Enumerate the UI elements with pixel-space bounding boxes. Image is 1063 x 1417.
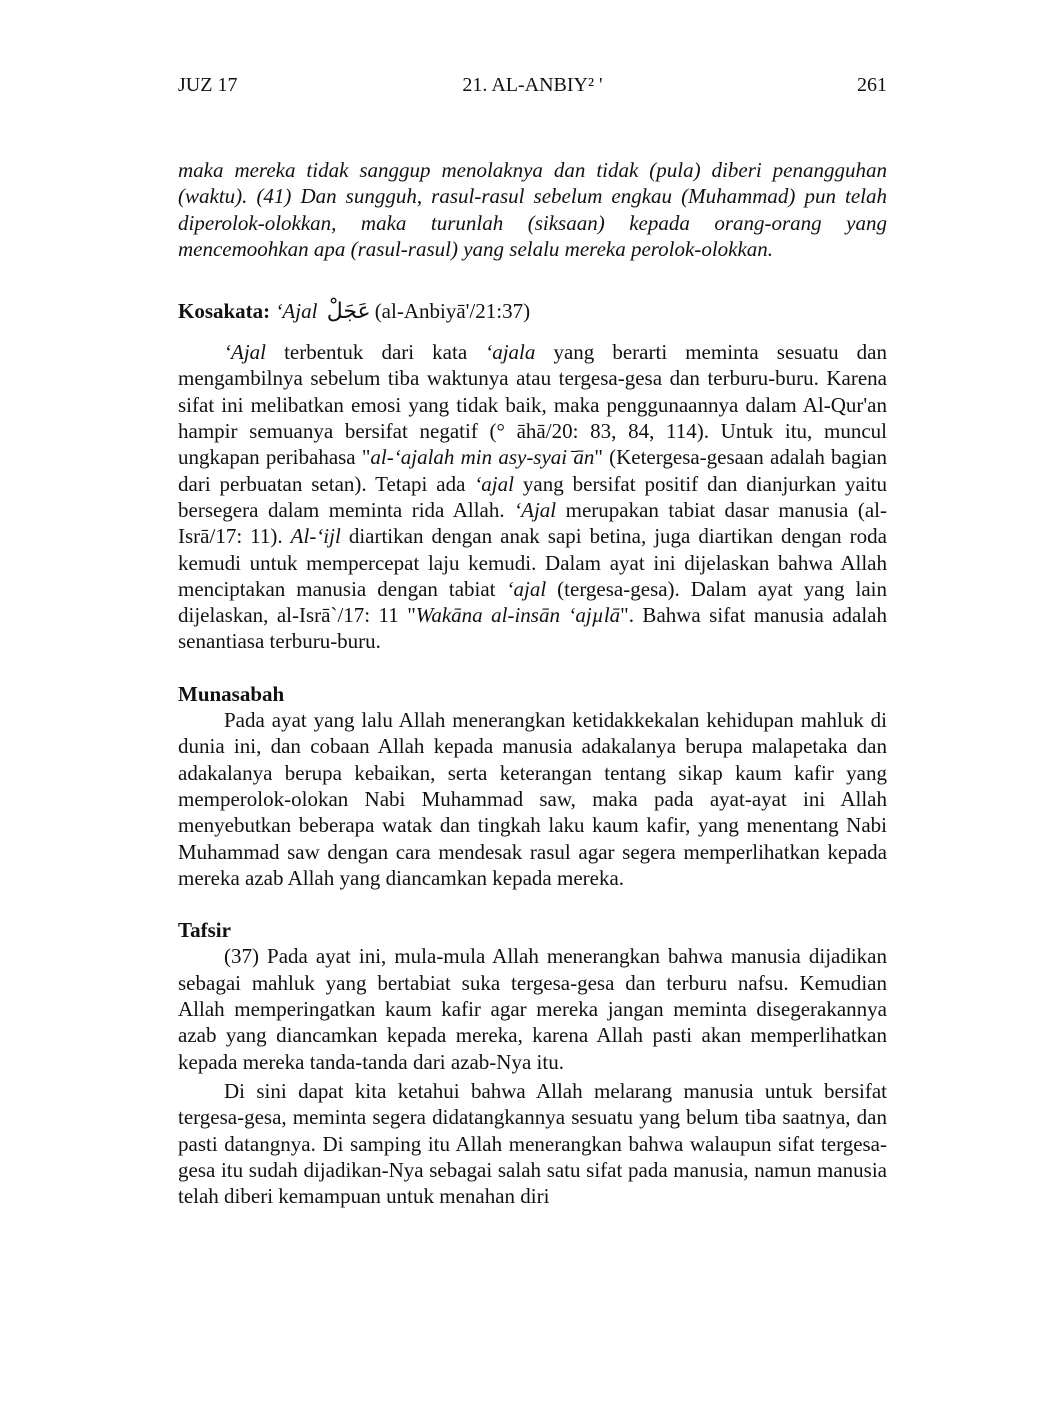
term-al-ijl: Al-‘ijl	[290, 524, 341, 549]
kosakata-label: Kosakata:	[178, 299, 271, 324]
text-span: yang bersifat positif dan dianjurkan yaitu bersegera dalam meminta rida Allah.	[178, 471, 888, 522]
text-span: diartikan dengan anak sapi betina, juga diartikan dengan roda kemudi untuk mempercepat laju kemudi. Dalam ayat ini dijelaskan bahwa Allah menciptakan manusia dengan tabiat	[178, 524, 887, 601]
munasabah-paragraph: Pada ayat yang lalu Allah menerangkan ketidakkekalan kehidupan mahluk di dunia ini, dan cobaan Allah kepada manusia adakalanya berupa malapetaka dan adakalanya berupa kebaikan, serta keterangan tentang sikap kaum kafir yang memperolok-olokan Nabi Muhammad saw, maka pada ayat-ayat ini Allah menyebutkan beberapa watak dan tingkah laku kaum kafir, yang menentang Nabi Muhammad saw dengan cara mendesak rasul agar segera memperlihatkan kepada mereka azab Allah yang diancamkan kepada mereka.	[178, 708, 887, 890]
kosakata-arabic: عَجَلْ	[326, 299, 371, 325]
page-body	[178, 157, 887, 1209]
kosakata-paragraph	[178, 339, 887, 655]
term-ajal: ‘Ajal	[514, 497, 557, 522]
text-span: ". Bahwa sifat manusia adalah senantiasa terburu-buru.	[178, 603, 888, 654]
proverb: al-‘ajalah min asy-syai ̄ān	[370, 445, 595, 470]
term-ajal: ‘ajal	[474, 471, 514, 496]
kosakata-heading	[178, 296, 887, 327]
tafsir-heading: Tafsir	[178, 918, 231, 943]
page-number: 261	[857, 74, 887, 96]
term-ajal: ‘ajal	[506, 576, 547, 601]
tafsir-paragraph-1: (37) Pada ayat ini, mula-mula Allah menerangkan bahwa manusia dijadikan sebagai mahluk yang bertabiat suka tergesa-gesa dan terburu nafsu. Kemudian Allah memperingatkan kaum kafir agar mereka jangan meminta disegerakannya azab yang diancamkan kepada mereka, karena Allah pasti akan memperlihatkan kepada mereka tanda-tanda dari azab-Nya itu.	[178, 944, 887, 1074]
term-ajal: ‘Ajal	[224, 340, 266, 365]
text-span: (tergesa-gesa). Dalam ayat yang lain dijelaskan, al-Isrā`/17: 11 "	[178, 576, 888, 628]
intro-translation: maka mereka tidak sanggup menolaknya dan tidak (pula) diberi penangguhan (waktu). (41) Dan sungguh, rasul-rasul sebelum engkau (Muhammad) pun telah diperolok-olokkan, maka turunlah (siksaan) kepada orang-orang yang mencemoohkan apa (rasul-rasul) yang selalu mereka perolok-olokkan.	[178, 158, 887, 261]
munasabah-heading: Munasabah	[178, 681, 285, 706]
kosakata-term: ‘Ajal	[275, 299, 318, 324]
text-span: terbentuk dari kata	[266, 340, 486, 365]
text-span: " (Ketergesa-gesaan adalah bagian dari perbuatan setan). Tetapi ada	[178, 445, 887, 496]
juz-label: JUZ 17	[178, 74, 238, 96]
surah-title: 21. AL-ANBIY² '	[462, 74, 603, 96]
tafsir-paragraph-2: Di sini dapat kita ketahui bahwa Allah melarang manusia untuk bersifat tergesa-gesa, meminta segera didatangkannya sesuatu yang belum tiba saatnya, dan pasti datangnya. Di samping itu Allah menerangkan bahwa walaupun sifat tergesa-gesa itu sudah dijadikan-Nya sebagai salah satu sifat pada manusia, namun manusia telah diberi kemampuan untuk menahan diri	[178, 1078, 887, 1209]
term-ajala: ‘ajala	[485, 340, 536, 365]
text-span: yang berarti meminta sesuatu dan mengambilnya sebelum tiba waktunya atau tergesa-gesa dan terburu-buru. Karena sifat ini melibatkan emosi yang tidak baik, maka penggunaannya dalam Al-Qur'an hampir semuanya bersifat negatif (° āhā/20: 83, 84, 114). Untuk itu, muncul ungkapan peribahasa "	[178, 340, 887, 470]
kosakata-ref: (al-Anbiyā'/21:37)	[374, 299, 531, 324]
quote-transliteration: Wakāna al-insān ‘ajµlā	[415, 603, 621, 628]
page-header	[178, 74, 887, 104]
text-span: merupakan tabiat dasar manusia (al-Isrā/17: 11).	[178, 497, 887, 549]
